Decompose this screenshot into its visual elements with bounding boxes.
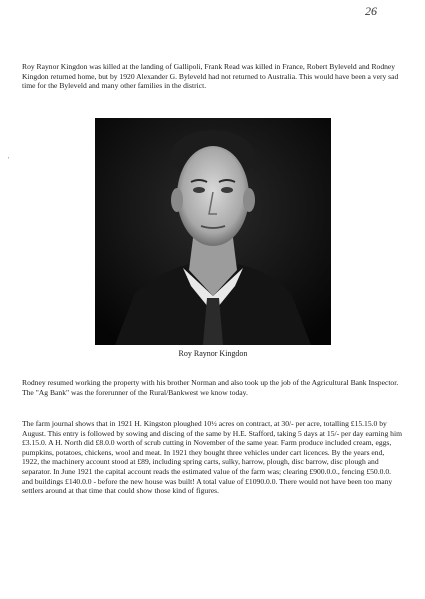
photo-caption: Roy Raynor Kingdon (178, 349, 248, 358)
portrait-photo (95, 118, 331, 345)
page-number: 26 (365, 4, 377, 18)
rodney-paragraph: Rodney resumed working the property with his brother Norman and also took up the job of the Agricultural Bank Inspector. The "Ag Bank" was the forerunner of the Rural/Bankwest we know today. (22, 378, 399, 397)
intro-paragraph: Roy Raynor Kingdon was killed at the landing of Gallipoli, Frank Read was killed in France, Robert Byleveld and Rodney Kingdon returned home, but by 1920 Alexander G. Byleveld had not returned to Australia. This would have been a very sad time for the Byleveld and many other families in the district. (22, 62, 399, 91)
stray-mark: ' (8, 156, 10, 164)
farm-journal-paragraph: The farm journal shows that in 1921 H. Kingston ploughed 10½ acres on contract, at 30/- per acre, totalling £15.15.0 by August. This entry is followed by sowing and discing of the same by H.E. Stafford, taking 5 days at 15/- per day earning him £3.15.0. A H. North did £8.0.0 worth of scrub cutting in November of the same year. Farm produce included cream, eggs, pumpkins, potatoes, chickens, wool and meat. In 1921 they bought three vehicles under cart licences. By the years end, 1922, the machinery account stood at £89, including spring carts, sulky, harrow, plough, disc barrow, disc plough and separator. In June 1921 the capital account reads the estimated value of the farm was; clearing £900.0.0., fencing £50.0.0. and buildings £140.0.0 - before the new house was built! A total value of £1090.0.0. There would not have been too many settlers around at that time that could show those kind of figures. (22, 419, 402, 496)
